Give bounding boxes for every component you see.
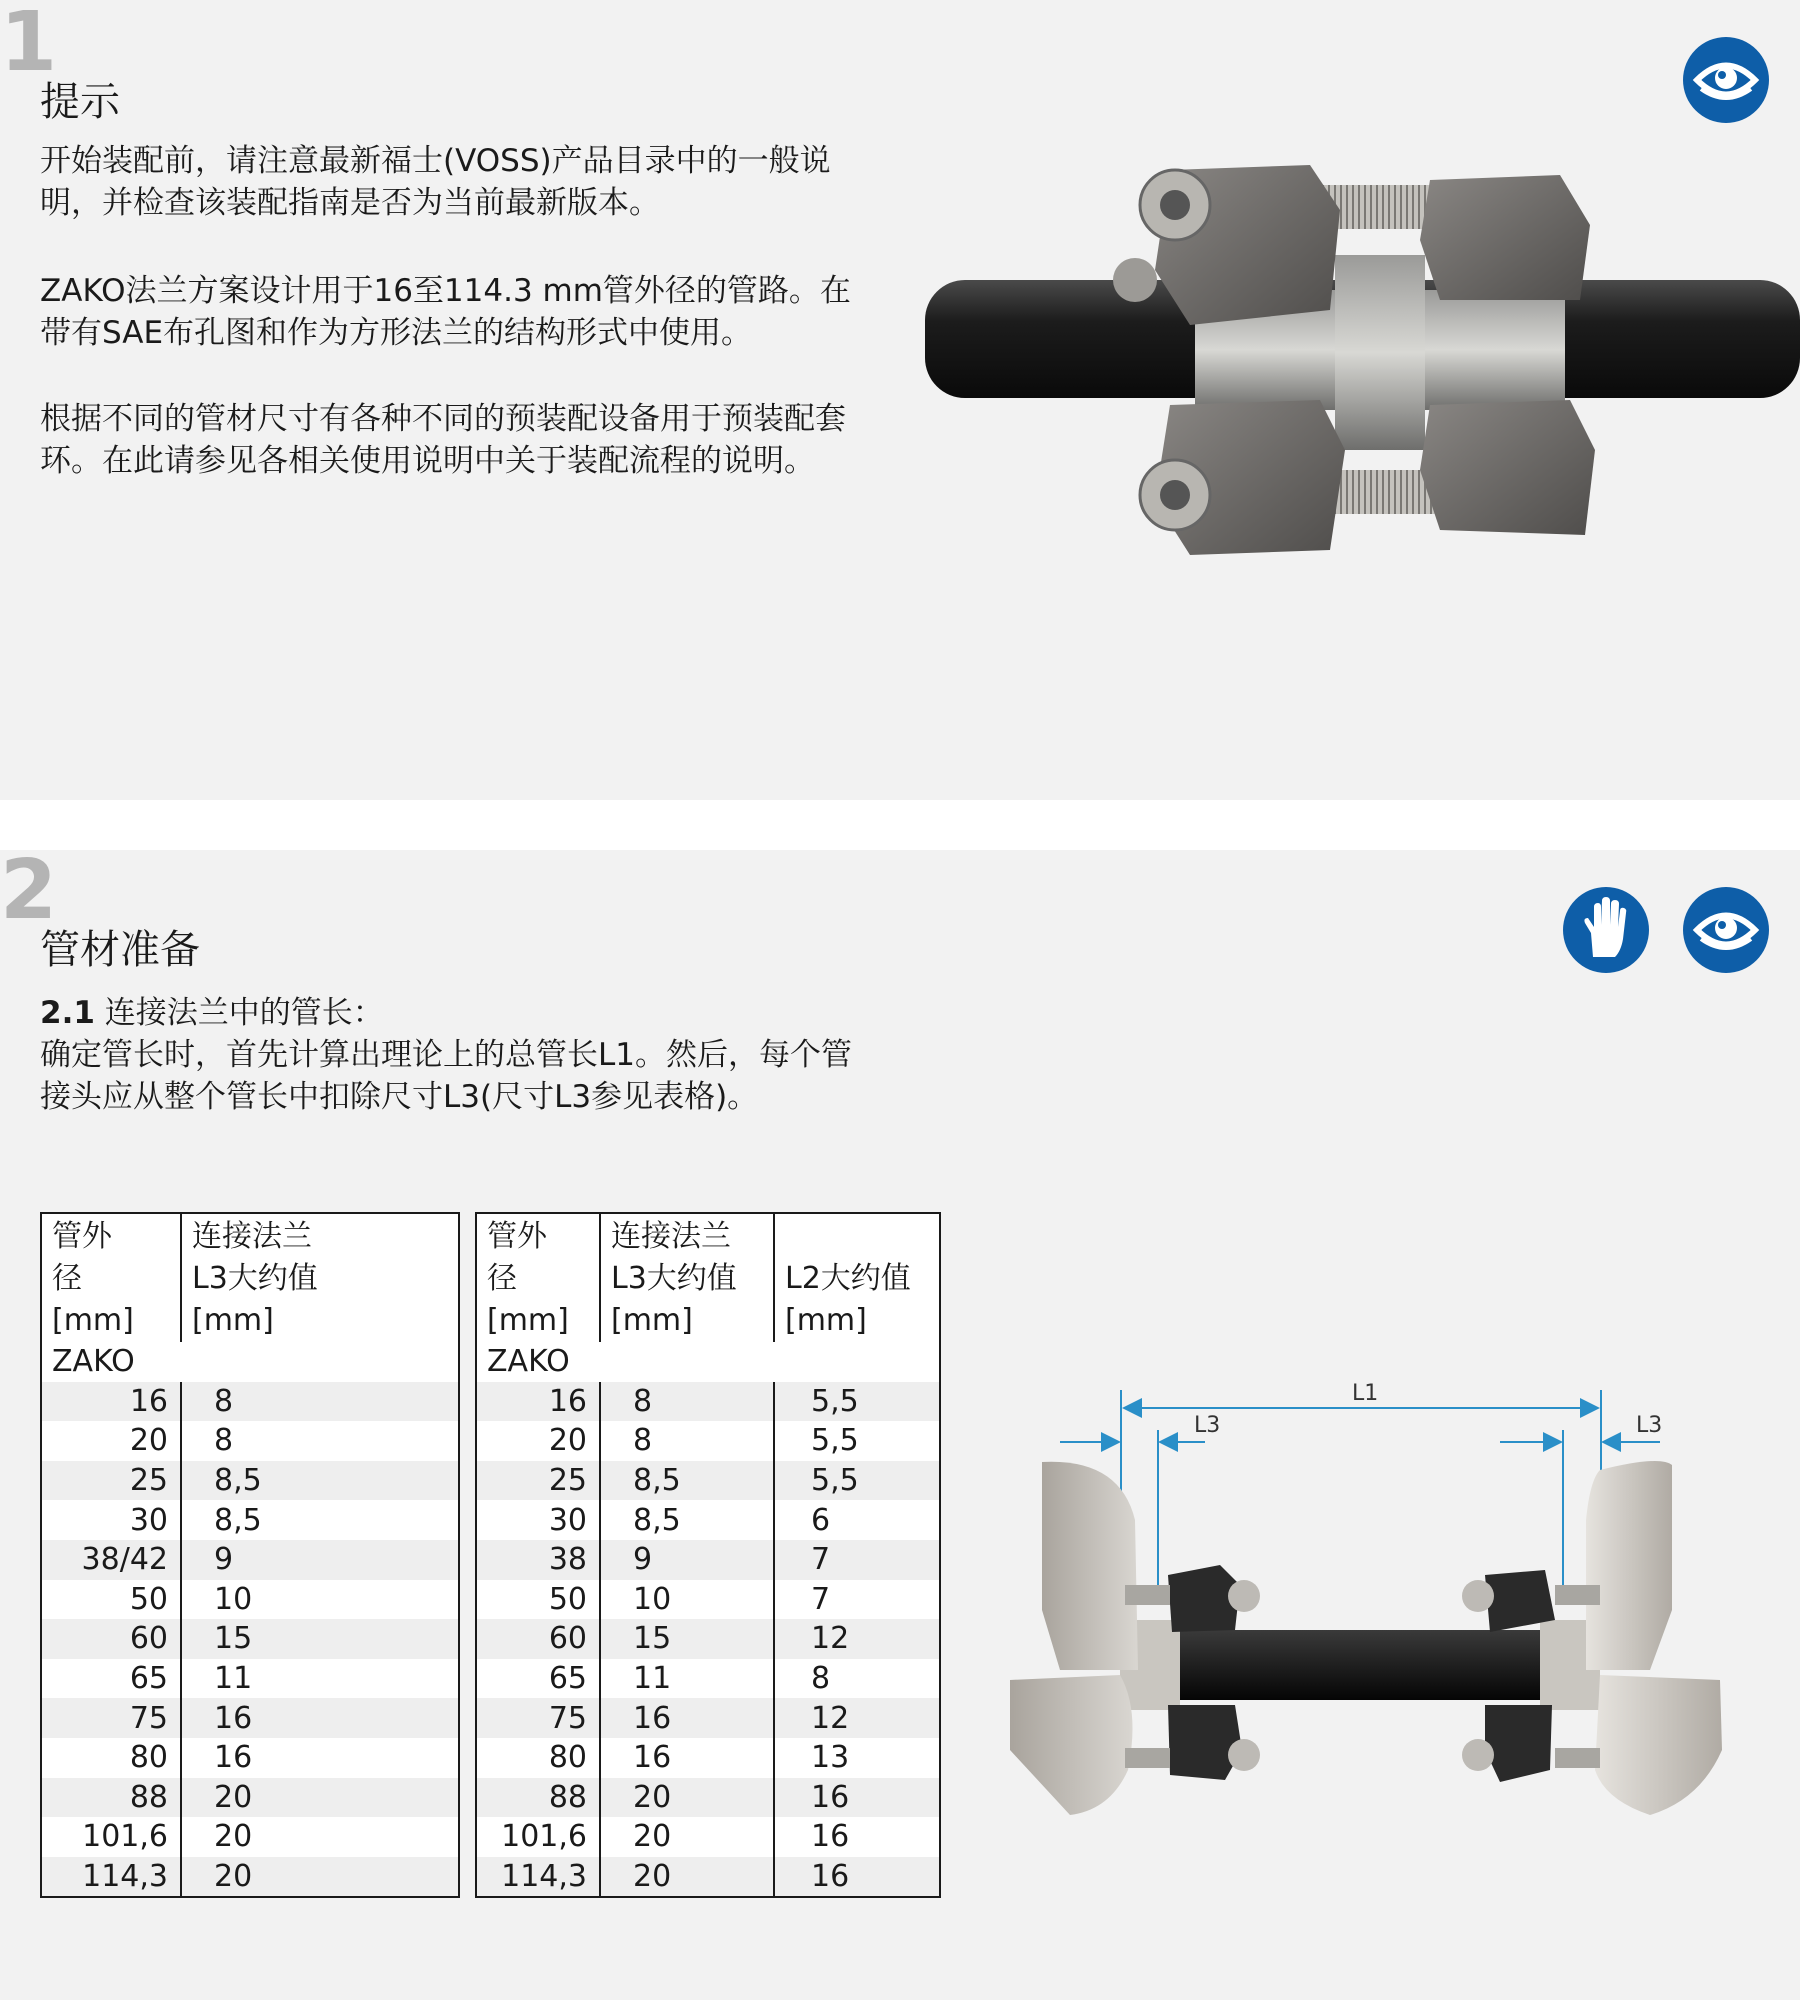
- cell-l2: 7: [774, 1540, 940, 1580]
- cell-l2: 16: [774, 1817, 940, 1857]
- header-line: 径: [487, 1261, 517, 1296]
- table-row: [476, 1659, 940, 1699]
- l3-right-label: L3: [1636, 1413, 1663, 1438]
- column-header-od: [41, 1213, 181, 1342]
- header-line: 管外: [52, 1219, 112, 1254]
- cell-od: 75: [41, 1698, 181, 1738]
- cell-l3: 16: [600, 1738, 774, 1778]
- table-row: [41, 1500, 459, 1540]
- cell-l3: 8,5: [181, 1500, 459, 1540]
- cell-od: 38: [476, 1540, 600, 1580]
- table-row: [41, 1421, 459, 1461]
- cell-l2: 8: [774, 1659, 940, 1699]
- cell-l3: 8: [181, 1382, 459, 1422]
- cell-od: 65: [548, 1661, 587, 1697]
- cell-od: 75: [476, 1698, 600, 1738]
- table-row: [476, 1540, 940, 1580]
- paragraph: 确定管长时，首先计算出理论上的总管长L1。然后，每个管接头应从整个管长中扣除尺寸L3(尺寸L3参见表格)。: [40, 1037, 852, 1115]
- table-row: [41, 1382, 459, 1422]
- l3-l2-table: [475, 1212, 941, 1898]
- cell-l3: 20: [181, 1778, 459, 1818]
- cell-l3: 10: [600, 1580, 774, 1620]
- table-row: [41, 1817, 459, 1857]
- table-row: [476, 1461, 940, 1501]
- cell-l3: 8: [600, 1421, 774, 1461]
- table-row: [41, 1580, 459, 1620]
- cell-l3: 8,5: [181, 1461, 459, 1501]
- header-line: [mm]: [487, 1303, 569, 1338]
- paragraph: ZAKO法兰方案设计用于16至114.3 mm管外径的管路。在带有SAE布孔图和作为方形法兰的结构形式中使用。: [40, 273, 851, 351]
- cell-l3: 20: [181, 1857, 459, 1898]
- table-row: [41, 1778, 459, 1818]
- cell-l2: 6: [774, 1500, 940, 1540]
- cell-l3: 20: [600, 1857, 774, 1898]
- cell-l2: 16: [774, 1857, 940, 1898]
- cell-l3: 16: [181, 1698, 459, 1738]
- group-label: ZAKO: [487, 1344, 570, 1380]
- header-line: 连接法兰: [611, 1219, 731, 1254]
- header-line: [mm]: [52, 1303, 134, 1338]
- section-hint: [0, 0, 1800, 800]
- subsection-heading: [40, 992, 870, 1034]
- header-line: [mm]: [192, 1303, 274, 1338]
- cell-od: 50: [129, 1581, 168, 1617]
- cell-od: 50: [548, 1581, 587, 1617]
- table-row: [476, 1857, 940, 1898]
- cell-l2: 12: [774, 1698, 940, 1738]
- cell-od: 88: [476, 1778, 600, 1818]
- cell-l3: 15: [181, 1619, 459, 1659]
- header-line: 管外: [487, 1219, 547, 1254]
- table-row: [41, 1659, 459, 1699]
- flange-connection-photo: [920, 150, 1800, 570]
- cell-l3: 20: [181, 1817, 459, 1857]
- table-row: [41, 1619, 459, 1659]
- cell-l3: 8: [181, 1421, 459, 1461]
- column-header-l2: [774, 1213, 940, 1342]
- cell-od: 16: [41, 1382, 181, 1422]
- cell-od: 88: [41, 1778, 181, 1818]
- glove-hand-icon: [1563, 887, 1649, 973]
- cell-l3: 8,5: [600, 1500, 774, 1540]
- section-title: 提示: [40, 79, 120, 125]
- eye-icon: [1683, 37, 1769, 123]
- column-header-l3: [600, 1213, 774, 1342]
- table-row: [476, 1382, 940, 1422]
- cell-od: 101,6: [82, 1819, 168, 1855]
- table-row: [41, 1738, 459, 1778]
- header-spacer: [785, 1216, 929, 1258]
- paragraph: 根据不同的管材尺寸有各种不同的预装配设备用于预装配套环。在此请参见各相关使用说明中关于装配流程的说明。: [40, 401, 846, 479]
- cell-od: 101,6: [501, 1819, 587, 1855]
- subsection-number: 2.1: [40, 995, 95, 1031]
- column-header-l3: [181, 1213, 459, 1342]
- table-row: [476, 1817, 940, 1857]
- table-row: [476, 1738, 940, 1778]
- subsection-title: 连接法兰中的管长：: [94, 995, 384, 1031]
- cell-l2: 12: [774, 1619, 940, 1659]
- cell-l3: 10: [181, 1580, 459, 1620]
- pipe-length-diagram: [1000, 1370, 1760, 1890]
- table-row: [41, 1698, 459, 1738]
- table-row: [476, 1500, 940, 1540]
- table-row: [476, 1580, 940, 1620]
- cell-od: 30: [548, 1502, 587, 1538]
- table-row: [476, 1778, 940, 1818]
- cell-l2: 5,5: [774, 1461, 940, 1501]
- table-row: [476, 1421, 940, 1461]
- cell-l3: 20: [600, 1817, 774, 1857]
- cell-od: 114,3: [476, 1857, 600, 1898]
- cell-od: 38/42: [41, 1540, 181, 1580]
- header-line: L2大约值: [785, 1261, 911, 1296]
- header-line: L3大约值: [192, 1261, 318, 1296]
- section-pipe-preparation: [0, 843, 1800, 2000]
- column-header-od: [476, 1213, 600, 1342]
- cell-od: 20: [129, 1423, 168, 1459]
- cell-l3: 16: [600, 1698, 774, 1738]
- table-row: [41, 1540, 459, 1580]
- cell-od: 60: [476, 1619, 600, 1659]
- cell-l2: 5,5: [774, 1382, 940, 1422]
- cell-l2: 13: [774, 1738, 940, 1778]
- paragraph: 开始装配前，请注意最新福士(VOSS)产品目录中的一般说明，并检查该装配指南是否为当前最新版本。: [40, 143, 831, 221]
- cell-l3: 11: [600, 1659, 774, 1699]
- l1-label: L1: [1352, 1381, 1379, 1406]
- cell-od: 65: [129, 1661, 168, 1697]
- header-line: L3大约值: [611, 1261, 737, 1296]
- table-row: [476, 1698, 940, 1738]
- cell-od: 25: [41, 1461, 181, 1501]
- section-number: 2: [0, 843, 56, 938]
- cell-od: 25: [476, 1461, 600, 1501]
- table-row: [476, 1619, 940, 1659]
- header-line: 连接法兰: [192, 1219, 312, 1254]
- table-row: [41, 1461, 459, 1501]
- eye-icon: [1683, 887, 1769, 973]
- cell-l2: 16: [774, 1778, 940, 1818]
- section-title: 管材准备: [40, 927, 200, 973]
- cell-l3: 9: [600, 1540, 774, 1580]
- cell-l3: 20: [600, 1778, 774, 1818]
- cell-od: 30: [129, 1502, 168, 1538]
- cell-l2: 7: [774, 1580, 940, 1620]
- cell-od: 60: [41, 1619, 181, 1659]
- cell-od: 16: [476, 1382, 600, 1422]
- cell-od: 114,3: [41, 1857, 181, 1898]
- l3-left-label: L3: [1194, 1413, 1221, 1438]
- section-number: 1: [0, 0, 56, 90]
- cell-l3: 16: [181, 1738, 459, 1778]
- cell-l3: 8: [600, 1382, 774, 1422]
- cell-l3: 11: [181, 1659, 459, 1699]
- cell-od: 80: [548, 1740, 587, 1776]
- table-row: [41, 1857, 459, 1898]
- cell-l3: 9: [181, 1540, 459, 1580]
- l3-table: [40, 1212, 460, 1898]
- cell-l2: 5,5: [774, 1421, 940, 1461]
- group-label: ZAKO: [52, 1344, 135, 1380]
- cell-l3: 15: [600, 1619, 774, 1659]
- cell-od: 20: [548, 1423, 587, 1459]
- header-line: [mm]: [611, 1303, 693, 1338]
- header-line: [mm]: [785, 1303, 867, 1338]
- header-line: 径: [52, 1261, 82, 1296]
- cell-l3: 8,5: [600, 1461, 774, 1501]
- cell-od: 80: [129, 1740, 168, 1776]
